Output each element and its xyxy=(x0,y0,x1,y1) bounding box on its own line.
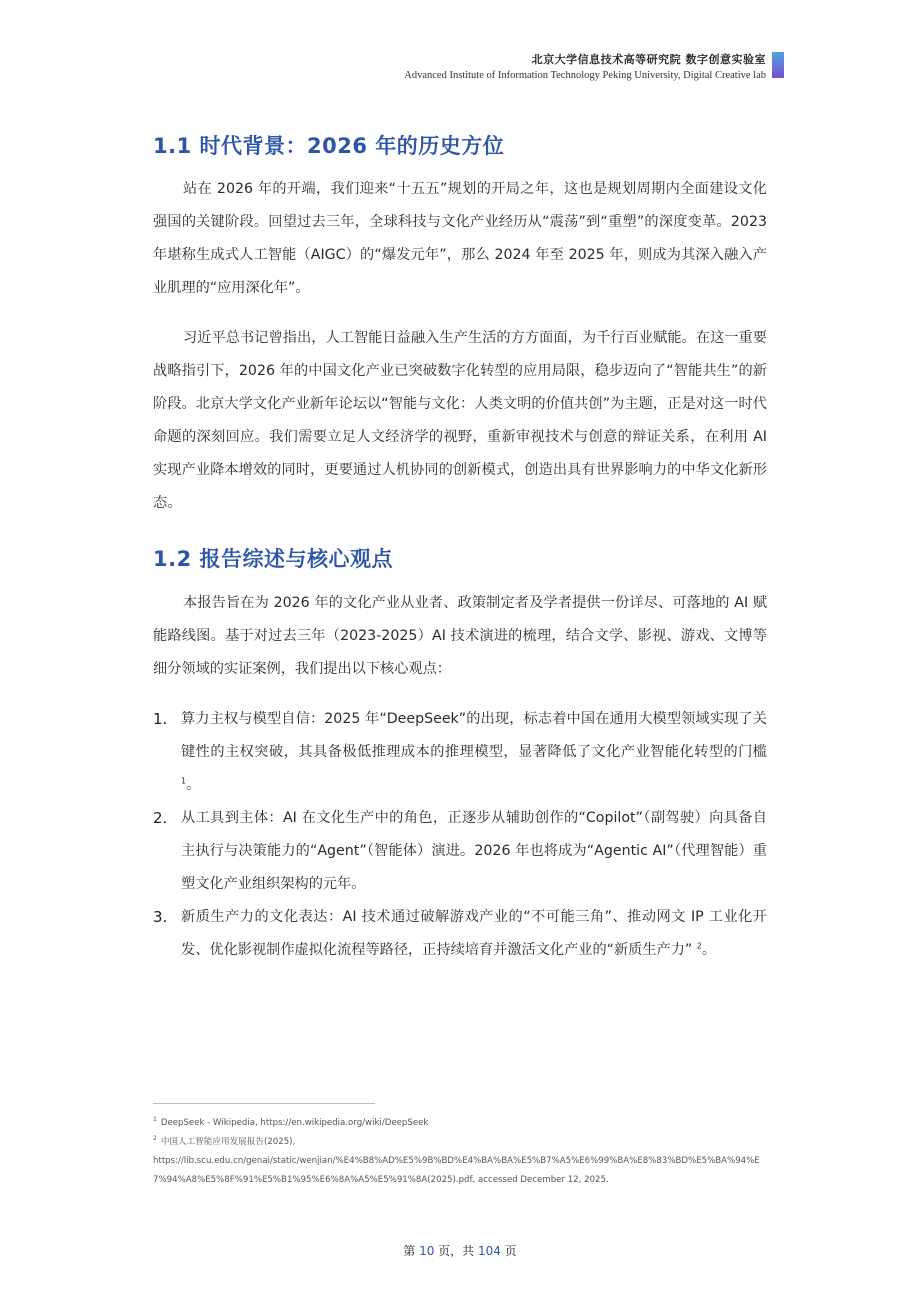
page-mid: 页，共 xyxy=(438,1244,475,1258)
footnote-number: 2 xyxy=(153,1135,157,1143)
section-1-1-paragraph-1: 站在 2026 年的开端，我们迎来“十五五”规划的开局之年，这也是规划周期内全面建设文化强国的关键阶段。回望过去三年，全球科技与文化产业经历从“震荡”到“重塑”的深度变革。2023 年堪称生成式人工智能（AIGC）的“爆发元年”，那么 2024 年至 2025 年，则成为其深入融入产业肌理的“应用深化年”。 xyxy=(153,181,767,296)
footnote-2-url[interactable]: https://lib.scu.edu.cn/genai/static/wenjian/%E4%B8%AD%E5%9B%BD%E4%BA%BA%E5%B7%A5%E6%99%BA%E8%83%BD%E5%BA%94%E7%94%A8%E5%8F%91%E5%B1%95%E6%8A%A5%E5%91%8A(2025).pdf, accessed December 12, 2025. xyxy=(153,1156,760,1185)
list-tail: 。 xyxy=(186,777,201,793)
list-item xyxy=(153,901,767,967)
list-number: 2. xyxy=(153,809,168,827)
page-suffix: 页 xyxy=(504,1244,517,1258)
list-text: 算力主权与模型自信：2025 年“DeepSeek”的出现，标志着中国在通用大模型领域实现了关键性的主权突破，其具备极低推理成本的推理模型，显著降低了文化产业智能化转型的门槛 xyxy=(181,711,767,760)
footnote-ref-2[interactable]: 2 xyxy=(696,941,702,951)
total-pages: 104 xyxy=(478,1244,501,1258)
list-number: 1. xyxy=(153,710,168,728)
footnote-2 xyxy=(153,1133,773,1152)
footnote-ref-1[interactable]: 1 xyxy=(181,776,187,786)
page-header xyxy=(404,52,766,83)
footnote-text: DeepSeek - Wikipedia, https://en.wikipedia.org/wiki/DeepSeek xyxy=(160,1118,429,1128)
page-number xyxy=(0,1242,920,1259)
section-1-2-title: 1.2 报告综述与核心观点 xyxy=(153,547,394,571)
header-institute-cn: 北京大学信息技术高等研究院 数字创意实验室 xyxy=(531,53,766,66)
list-item xyxy=(153,703,767,802)
footnote-text: 中国人工智能应用发展报告(2025), xyxy=(160,1137,296,1147)
list-text: 新质生产力的文化表达：AI 技术通过破解游戏产业的“不可能三角”、推动网文 IP 工业化开发、优化影视制作虚拟化流程等路径，正持续培育并激活文化产业的“新质生产力” xyxy=(181,909,767,958)
list-tail: 。 xyxy=(701,942,717,958)
section-1-2-paragraph-1: 本报告旨在为 2026 年的文化产业从业者、政策制定者及学者提供一份详尽、可落地的 AI 赋能路线图。基于对过去三年（2023-2025）AI 技术演进的梳理，结合文学、影视、游戏、文博等细分领域的实证案例，我们提出以下核心观点： xyxy=(153,595,767,677)
core-points-list xyxy=(153,703,767,967)
list-item xyxy=(153,802,767,901)
current-page: 10 xyxy=(419,1244,435,1258)
page-prefix: 第 xyxy=(403,1244,416,1258)
header-accent-bar xyxy=(772,52,784,78)
footnotes xyxy=(153,1114,773,1190)
list-number: 3. xyxy=(153,908,168,926)
section-1-1-paragraph-2: 习近平总书记曾指出，人工智能日益融入生产生活的方方面面，为千行百业赋能。在这一重要战略指引下，2026 年的中国文化产业已突破数字化转型的应用局限，稳步迈向了“智能共生”的新阶段。北京大学文化产业新年论坛以“智能与文化：人类文明的价值共创”为主题，正是对这一时代命题的深刻回应。我们需要立足人文经济学的视野，重新审视技术与创意的辩证关系，在利用 AI 实现产业降本增效的同时，更要通过人机协同的创新模式，创造出具有世界影响力的中华文化新形态。 xyxy=(153,330,767,511)
section-1-1-title: 1.1 时代背景：2026 年的历史方位 xyxy=(153,134,505,158)
footnote-1 xyxy=(153,1114,773,1133)
footnote-divider xyxy=(153,1103,375,1104)
footnote-number: 1 xyxy=(153,1116,157,1124)
header-institute-en: Advanced Institute of Information Technology Peking University, Digital Creative lab xyxy=(404,70,766,81)
list-text: 从工具到主体：AI 在文化生产中的角色，正逐步从辅助创作的“Copilot”（副驾驶）向具备自主执行与决策能力的“Agent”（智能体）演进。2026 年也将成为“Agentic AI”（代理智能）重塑文化产业组织架构的元年。 xyxy=(181,810,767,892)
